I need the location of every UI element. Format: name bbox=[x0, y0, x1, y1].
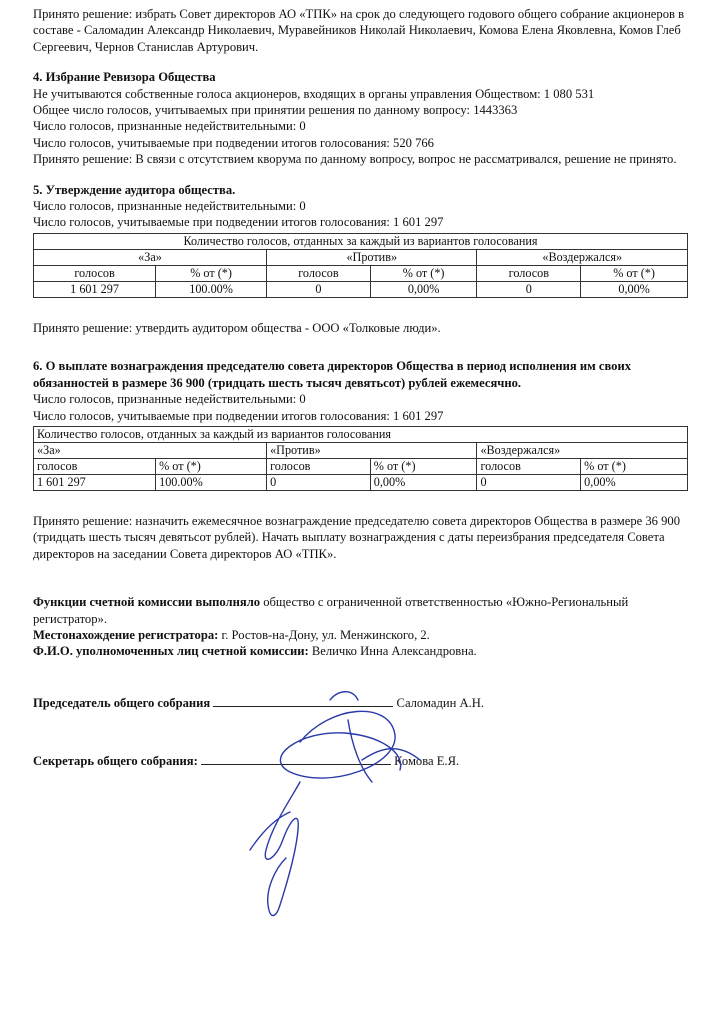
section-4-line: Не учитываются собственные голоса акционеров, входящих в органы управления Обществом: 1 080 531 bbox=[33, 86, 595, 101]
vote-subheader: голосов bbox=[267, 458, 371, 474]
section-6-decision: Принято решение: назначить ежемесячное вознаграждение председателю совета директоров Общества в размере 36 900 (тридцать шесть тысяч девятьсот рублей). Начать выплату вознаграждения с даты переизбрания председателя Совета директоров на заседании Совета директоров АО «ТПК». bbox=[33, 513, 681, 561]
section-4-title: 4. Избрание Ревизора Общества bbox=[33, 70, 216, 85]
section-5-title: 5. Утверждение аудитора общества. bbox=[33, 182, 236, 197]
section-6-line: Число голосов, учитываемые при подведении итогов голосования: 1 601 297 bbox=[33, 408, 444, 423]
vote-subheader: голосов bbox=[477, 265, 581, 281]
section-4 bbox=[33, 69, 688, 167]
commission-members-label: Ф.И.О. уполномоченных лиц счетной комиссии: bbox=[33, 644, 309, 659]
section-4-line: Общее число голосов, учитываемых при принятии решения по данному вопросу: 1443363 bbox=[33, 103, 518, 118]
vote-value: 0 bbox=[477, 474, 581, 490]
vote-option-for: «За» bbox=[34, 442, 267, 458]
section-4-line: Число голосов, признанные недействительными: 0 bbox=[33, 119, 306, 134]
vote-subheader: голосов bbox=[267, 265, 371, 281]
vote-subheader: % от (*) bbox=[156, 265, 267, 281]
section-6 bbox=[33, 358, 688, 562]
commission-members-text: Величко Инна Александровна. bbox=[308, 644, 477, 659]
vote-value: 100.00% bbox=[156, 474, 267, 490]
registrar-location-label: Местонахождение регистратора: bbox=[33, 627, 219, 642]
protocol-page bbox=[33, 6, 688, 770]
vote-table-caption: Количество голосов, отданных за каждый из вариантов голосования bbox=[34, 426, 688, 442]
vote-value: 0,00% bbox=[370, 474, 477, 490]
counting-commission bbox=[33, 594, 688, 660]
chair-signature-row bbox=[33, 694, 688, 712]
chair-label: Председатель общего собрания bbox=[33, 695, 211, 710]
vote-value: 1 601 297 bbox=[34, 281, 156, 297]
section-5-vote-table bbox=[33, 233, 688, 298]
vote-subheader: % от (*) bbox=[581, 265, 688, 281]
vote-value: 100.00% bbox=[156, 281, 267, 297]
vote-subheader: % от (*) bbox=[370, 265, 477, 281]
secretary-signature-scribble bbox=[250, 782, 300, 916]
vote-option-for: «За» bbox=[34, 249, 267, 265]
section-5-line: Число голосов, учитываемые при подведении итогов голосования: 1 601 297 bbox=[33, 215, 444, 230]
vote-value: 0,00% bbox=[581, 281, 688, 297]
vote-value: 0 bbox=[267, 281, 371, 297]
section-6-vote-table bbox=[33, 426, 688, 491]
vote-subheader: голосов bbox=[34, 265, 156, 281]
registrar-location bbox=[33, 627, 688, 643]
intro-decision: Принято решение: избрать Совет директоров АО «ТПК» на срок до следующего годового общего собрание акционеров в составе - Саломадин Александр Николаевич, Муравейников Николай Николаевич, Комова Елена Яковлевна, Комов Глеб Сергеевич, Чернов Станислав Артурович. bbox=[33, 7, 685, 54]
vote-value: 0 bbox=[477, 281, 581, 297]
registrar-location-text: г. Ростов-на-Дону, ул. Менжинского, 2. bbox=[218, 627, 430, 642]
commission-functions-label: Функции счетной комиссии выполняло bbox=[33, 595, 261, 610]
secretary-name: Комова Е.Я. bbox=[394, 753, 460, 768]
vote-value: 0,00% bbox=[370, 281, 477, 297]
vote-value: 0 bbox=[267, 474, 371, 490]
vote-subheader: голосов bbox=[34, 458, 156, 474]
chair-name: Саломадин А.Н. bbox=[396, 695, 484, 710]
vote-subheader: % от (*) bbox=[581, 458, 688, 474]
vote-table-caption: Количество голосов, отданных за каждый из вариантов голосования bbox=[34, 233, 688, 249]
vote-subheader: голосов bbox=[477, 458, 581, 474]
section-6-title: 6. О выплате вознаграждения председателю совета директоров Общества в период исполнения им своих обязанностей в размере 36 900 (тридцать шесть тысяч девятьсот) рублей ежемесячно. bbox=[33, 359, 632, 390]
vote-value: 1 601 297 bbox=[34, 474, 156, 490]
secretary-signature-row bbox=[33, 752, 688, 770]
commission-members bbox=[33, 643, 688, 659]
vote-subheader: % от (*) bbox=[370, 458, 477, 474]
secretary-label: Секретарь общего собрания: bbox=[33, 753, 198, 768]
vote-option-abstain: «Воздержался» bbox=[477, 249, 688, 265]
commission-functions-text: общество с ограниченной ответственностью «Южно-Региональный регистратор». bbox=[33, 595, 629, 626]
section-6-line: Число голосов, признанные недействительными: 0 bbox=[33, 392, 306, 407]
vote-subheader: % от (*) bbox=[156, 458, 267, 474]
vote-value: 0,00% bbox=[581, 474, 688, 490]
section-5-line: Число голосов, признанные недействительными: 0 bbox=[33, 199, 306, 214]
section-5-decision: Принято решение: утвердить аудитором общества - ООО «Толковые люди». bbox=[33, 320, 441, 335]
secretary-signature-line bbox=[201, 752, 391, 765]
section-4-line: Число голосов, учитываемые при подведении итогов голосования: 520 766 bbox=[33, 135, 434, 150]
vote-option-against: «Против» bbox=[267, 249, 477, 265]
commission-functions bbox=[33, 594, 688, 627]
section-4-decision: Принято решение: В связи с отсутствием кворума по данному вопросу, вопрос не рассматривался, решение не принято. bbox=[33, 152, 677, 167]
chair-signature-line bbox=[213, 694, 393, 707]
section-5 bbox=[33, 182, 688, 337]
vote-option-abstain: «Воздержался» bbox=[477, 442, 688, 458]
vote-option-against: «Против» bbox=[267, 442, 477, 458]
